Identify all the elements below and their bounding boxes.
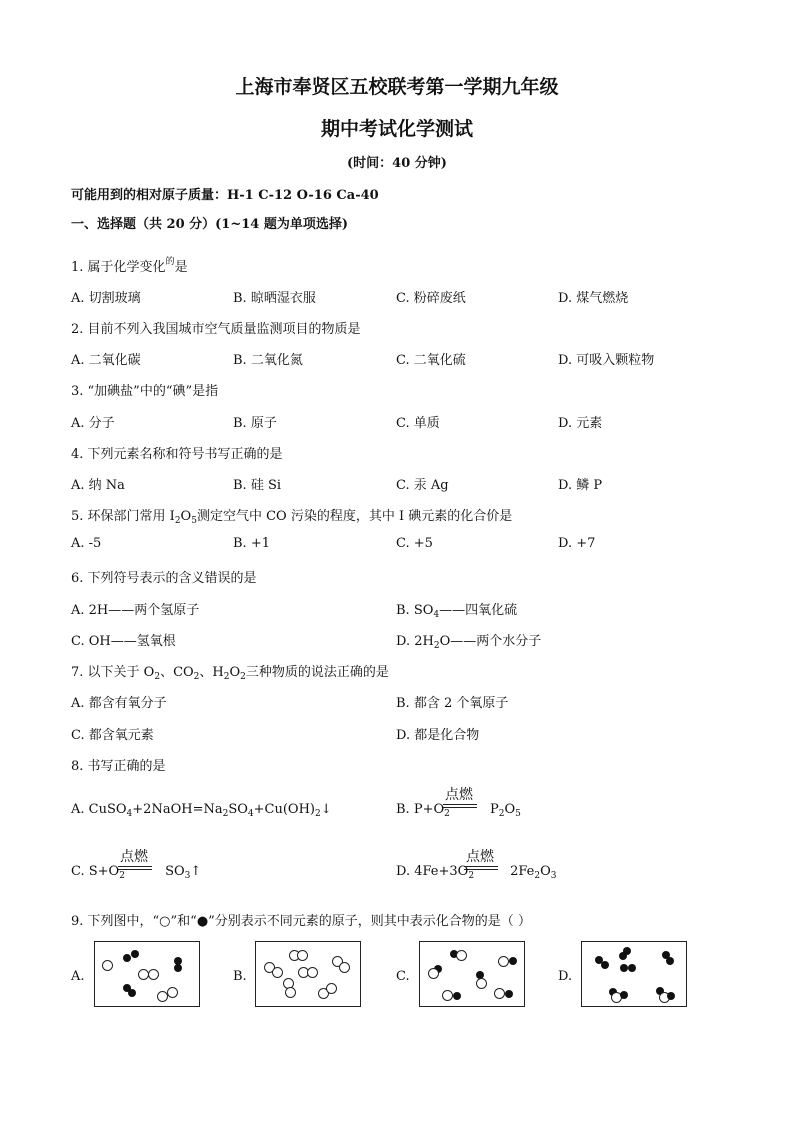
q9-diagram-d[interactable] bbox=[581, 941, 687, 1007]
black-atom bbox=[174, 964, 182, 972]
page-subtitle: 期中考试化学测试 bbox=[320, 118, 473, 140]
q8-option-b[interactable]: B. $P+O_2$ $P_2O_5$ bbox=[396, 802, 521, 819]
q8c-condition: 点燃 bbox=[120, 849, 148, 865]
white-atom bbox=[339, 962, 350, 973]
white-atom bbox=[307, 967, 318, 978]
exam-time: (时间：40 分钟) bbox=[347, 156, 447, 171]
white-atom bbox=[326, 983, 337, 994]
q9-label-c: C. bbox=[396, 969, 410, 984]
q1-option-b[interactable]: B. 晾晒湿衣服 bbox=[233, 291, 316, 306]
white-atom bbox=[494, 988, 505, 999]
white-atom bbox=[272, 967, 283, 978]
q4-option-a[interactable]: A. 纳 Na bbox=[71, 478, 125, 493]
q5-option-a[interactable]: A. -5 bbox=[71, 536, 102, 551]
q3-option-a[interactable]: A. 分子 bbox=[71, 416, 115, 431]
q4-option-b[interactable]: B. 硅 Si bbox=[233, 478, 282, 493]
question-9-stem: 9. 下列图中，“○”和“●”分别表示不同元素的原子，则其中表示化合物的是（ ） bbox=[71, 914, 531, 929]
white-atom bbox=[148, 969, 159, 980]
question-5-stem: 5. 环保部门常用 $I_2O_5$测定空气中 CO 污染的程度，其中 I 碘元素的化合价是 bbox=[71, 509, 513, 526]
q7-option-a[interactable]: A. 都含有氧分子 bbox=[71, 696, 167, 711]
question-7-stem: 7. 以下关于 $O_2$、$CO_2$、$H_2O_2$三种物质的说法正确的是 bbox=[71, 665, 389, 682]
black-atom bbox=[620, 964, 628, 972]
black-atom bbox=[453, 992, 461, 1000]
atomic-masses: 可能用到的相对原子质量：H-1 C-12 O-16 Ca-40 bbox=[71, 188, 379, 203]
q8d-condition: 点燃 bbox=[466, 849, 494, 865]
section-heading: 一、选择题（共 20 分）(1~14 题为单项选择) bbox=[71, 217, 348, 232]
q6-option-d[interactable]: D. $2H_2O——$两个水分子 bbox=[396, 634, 542, 651]
white-atom bbox=[428, 968, 439, 979]
black-atom bbox=[131, 950, 139, 958]
q2-option-b[interactable]: B. 二氧化氮 bbox=[233, 353, 303, 368]
black-atom bbox=[601, 961, 609, 969]
black-atom bbox=[128, 989, 136, 997]
white-atom bbox=[456, 950, 467, 961]
black-atom bbox=[620, 991, 628, 999]
q8-option-d[interactable]: D. $4Fe+3O_2$ $2Fe_2O_3$ bbox=[396, 864, 557, 881]
q9-diagram-b[interactable] bbox=[255, 941, 361, 1007]
q8c-equals-bar bbox=[118, 866, 152, 870]
q8d-equals-bar bbox=[464, 866, 498, 870]
q9-diagram-c[interactable] bbox=[419, 941, 525, 1007]
question-2-stem: 2. 目前不列入我国城市空气质量监测项目的物质是 bbox=[71, 322, 361, 337]
q2-option-a[interactable]: A. 二氧化碳 bbox=[71, 353, 141, 368]
black-atom bbox=[666, 957, 674, 965]
q3-option-c[interactable]: C. 单质 bbox=[396, 416, 440, 431]
q4-option-c[interactable]: C. 汞 Ag bbox=[396, 478, 449, 493]
q7-option-d[interactable]: D. 都是化合物 bbox=[396, 728, 480, 743]
q8-option-c[interactable]: C. $S+O_2$ $SO_3↑$ bbox=[71, 864, 202, 881]
white-atom bbox=[285, 987, 296, 998]
question-3-stem: 3. “加碘盐”中的“碘”是指 bbox=[71, 384, 219, 399]
q9-label-b: B. bbox=[233, 969, 247, 984]
q8b-condition: 点燃 bbox=[445, 787, 473, 803]
q5-option-d[interactable]: D. +7 bbox=[558, 536, 596, 551]
white-atom bbox=[167, 987, 178, 998]
q4-option-d[interactable]: D. 鳞 P bbox=[558, 478, 603, 493]
q1-option-c[interactable]: C. 粉碎废纸 bbox=[396, 291, 466, 306]
white-atom bbox=[442, 990, 453, 1001]
black-atom bbox=[505, 990, 513, 998]
white-atom bbox=[476, 978, 487, 989]
q2-option-c[interactable]: C. 二氧化硫 bbox=[396, 353, 466, 368]
q7-option-b[interactable]: B. 都含 2 个氧原子 bbox=[396, 696, 509, 711]
black-atom bbox=[509, 957, 517, 965]
black-atom bbox=[628, 964, 636, 972]
q3-option-b[interactable]: B. 原子 bbox=[233, 416, 277, 431]
black-atom bbox=[123, 954, 131, 962]
white-atom bbox=[102, 960, 113, 971]
question-1-stem: 1. 属于化学变化$^的$是 bbox=[71, 257, 188, 275]
q3-option-d[interactable]: D. 元素 bbox=[558, 416, 603, 431]
q7-option-c[interactable]: C. 都含氧元素 bbox=[71, 728, 154, 743]
q6-option-c[interactable]: C. OH——氢氧根 bbox=[71, 634, 176, 649]
white-atom bbox=[297, 950, 308, 961]
white-atom bbox=[498, 956, 509, 967]
q6-option-a[interactable]: A. 2H——两个氢原子 bbox=[71, 603, 200, 618]
q5-option-c[interactable]: C. +5 bbox=[396, 536, 433, 551]
q9-label-a: A. bbox=[71, 969, 85, 984]
q5-option-b[interactable]: B. +1 bbox=[233, 536, 270, 551]
q9-diagram-a[interactable] bbox=[94, 941, 200, 1007]
q9-label-d: D. bbox=[558, 969, 573, 984]
q8b-equals-bar bbox=[443, 804, 477, 808]
black-atom bbox=[623, 947, 631, 955]
q1-option-a[interactable]: A. 切割玻璃 bbox=[71, 291, 141, 306]
question-4-stem: 4. 下列元素名称和符号书写正确的是 bbox=[71, 447, 283, 462]
q1-option-d[interactable]: D. 煤气燃烧 bbox=[558, 291, 629, 306]
q6-option-b[interactable]: B. $SO_4——$四氧化硫 bbox=[396, 603, 518, 620]
black-atom bbox=[667, 992, 675, 1000]
q8-option-a[interactable]: A. $CuSO_4+2NaOH=Na_2SO_4+Cu(OH)_2↓$ bbox=[71, 802, 332, 819]
question-6-stem: 6. 下列符号表示的含义错误的是 bbox=[71, 571, 257, 586]
page-title: 上海市奉贤区五校联考第一学期九年级 bbox=[235, 76, 559, 98]
q2-option-d[interactable]: D. 可吸入颗粒物 bbox=[558, 353, 655, 368]
question-8-stem: 8. 书写正确的是 bbox=[71, 759, 166, 774]
